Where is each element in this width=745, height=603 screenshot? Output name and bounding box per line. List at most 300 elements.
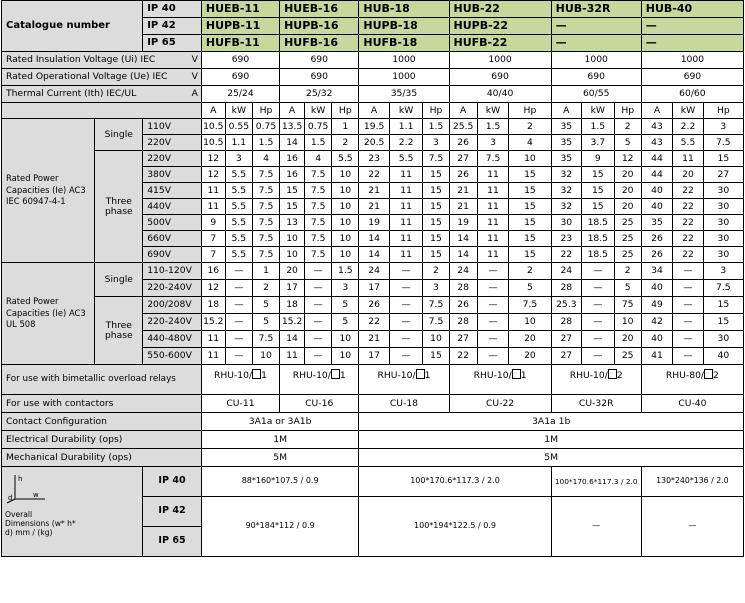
mechanical-value: 5M xyxy=(359,449,744,467)
value-cell: 15 xyxy=(703,314,743,331)
value-cell: — xyxy=(305,348,332,365)
value-cell: 10 xyxy=(332,199,359,215)
value-cell: 30 xyxy=(703,231,743,247)
value-cell: 1 xyxy=(252,263,279,280)
rating-value: 60/60 xyxy=(641,86,743,103)
overload-relay-value xyxy=(359,365,449,395)
table-row xyxy=(2,151,744,167)
unit-header: A xyxy=(641,103,673,119)
value-cell: 9 xyxy=(582,151,615,167)
value-cell: 7.5 xyxy=(703,135,743,151)
rating-value: 1000 xyxy=(359,69,449,86)
table-row xyxy=(2,103,744,119)
value-cell: 15 xyxy=(280,199,305,215)
value-cell: — xyxy=(225,297,252,314)
value-cell: 10 xyxy=(332,231,359,247)
dims-label-cell xyxy=(2,467,143,557)
value-cell: 7.5 xyxy=(423,297,449,314)
overload-relay-text: RHU-10/ xyxy=(569,370,608,381)
rating-unit: A xyxy=(191,88,198,100)
rating-value: 690 xyxy=(201,69,279,86)
dims-label: Overall Dimensions (w* h* d) mm / (kg) xyxy=(5,509,76,537)
iec-single-label: Single xyxy=(95,119,143,151)
value-cell: 15 xyxy=(509,183,551,199)
value-cell: 10 xyxy=(332,331,359,348)
value-cell: 11 xyxy=(280,348,305,365)
value-cell: — xyxy=(389,331,423,348)
model-cell: HUPB-22 xyxy=(449,18,551,35)
value-cell: 2.2 xyxy=(673,119,703,135)
value-cell: 30 xyxy=(703,331,743,348)
value-cell: 11 xyxy=(673,151,703,167)
value-cell: 15 xyxy=(423,215,449,231)
value-cell: 18 xyxy=(201,297,225,314)
value-cell: 3 xyxy=(423,135,449,151)
dims-ip40-label: IP 40 xyxy=(143,467,202,497)
value-cell: 20 xyxy=(614,167,641,183)
value-cell: 40 xyxy=(641,280,673,297)
value-cell: 15 xyxy=(582,199,615,215)
value-cell: 1.5 xyxy=(252,135,279,151)
catalogue-label: Catalogue number xyxy=(2,1,143,52)
value-cell: 13 xyxy=(280,215,305,231)
value-cell: 21 xyxy=(359,331,389,348)
value-cell: 21 xyxy=(359,199,389,215)
table-row xyxy=(2,86,744,103)
value-cell: 1.5 xyxy=(477,119,509,135)
value-cell: 25.3 xyxy=(551,297,581,314)
value-cell: 25 xyxy=(614,215,641,231)
value-cell: — xyxy=(582,280,615,297)
value-cell: 12 xyxy=(201,280,225,297)
overload-relay-suffix: 1 xyxy=(261,370,267,381)
value-cell: 18.5 xyxy=(582,247,615,263)
value-cell: 11 xyxy=(389,231,423,247)
model-cell: — xyxy=(551,18,641,35)
value-cell: 28 xyxy=(551,280,581,297)
unit-header: kW xyxy=(477,103,509,119)
value-cell: 22 xyxy=(673,183,703,199)
voltage-label: 660V xyxy=(143,231,202,247)
rating-label xyxy=(2,52,202,69)
value-cell: 1.5 xyxy=(582,119,615,135)
value-cell: 10 xyxy=(332,215,359,231)
value-cell: 15 xyxy=(509,215,551,231)
value-cell: 18.5 xyxy=(582,215,615,231)
diagram-h-label: h xyxy=(18,475,23,483)
value-cell: 19 xyxy=(449,215,477,231)
value-cell: 41 xyxy=(641,348,673,365)
dims-value: 130*240*136 / 2.0 xyxy=(641,467,743,497)
model-cell: HUPB-11 xyxy=(201,18,279,35)
value-cell: 25 xyxy=(614,247,641,263)
value-cell: 15 xyxy=(423,199,449,215)
value-cell: 2 xyxy=(252,280,279,297)
value-cell: 40 xyxy=(703,348,743,365)
contactor-value: CU-11 xyxy=(201,395,279,413)
value-cell: 12 xyxy=(201,167,225,183)
value-cell: 43 xyxy=(641,135,673,151)
value-cell: 15 xyxy=(509,167,551,183)
contactor-value: CU-40 xyxy=(641,395,743,413)
value-cell: 17 xyxy=(359,280,389,297)
value-cell: 34 xyxy=(641,263,673,280)
value-cell: — xyxy=(225,263,252,280)
value-cell: 1.5 xyxy=(305,135,332,151)
table-row xyxy=(2,449,744,467)
contactor-value: CU-32R xyxy=(551,395,641,413)
value-cell: 22 xyxy=(673,247,703,263)
value-cell: — xyxy=(673,348,703,365)
table-row xyxy=(2,297,744,314)
value-cell: 16 xyxy=(280,151,305,167)
voltage-label: 220V xyxy=(143,135,202,151)
overload-relay-value xyxy=(201,365,279,395)
unit-header: A xyxy=(449,103,477,119)
dims-ip42-label: IP 42 xyxy=(143,497,202,527)
value-cell: 5 xyxy=(614,280,641,297)
value-cell: 35 xyxy=(641,215,673,231)
voltage-label: 380V xyxy=(143,167,202,183)
value-cell: 5.5 xyxy=(225,167,252,183)
value-cell: 18 xyxy=(280,297,305,314)
value-cell: 40 xyxy=(641,183,673,199)
rating-label-text: Rated Operational Voltage (Ue) IEC xyxy=(6,71,168,83)
dims-value: 90*184*112 / 0.9 xyxy=(201,497,359,557)
value-cell: 12 xyxy=(614,151,641,167)
value-cell: 24 xyxy=(551,263,581,280)
value-cell: — xyxy=(225,348,252,365)
value-cell: — xyxy=(389,280,423,297)
table-row xyxy=(2,263,744,280)
value-cell: 1.5 xyxy=(332,263,359,280)
value-cell: 5.5 xyxy=(389,151,423,167)
value-cell: — xyxy=(225,314,252,331)
value-cell: 7.5 xyxy=(703,280,743,297)
value-cell: 3 xyxy=(225,151,252,167)
value-cell: 40 xyxy=(641,199,673,215)
rating-value: 40/40 xyxy=(449,86,551,103)
value-cell: 15.2 xyxy=(201,314,225,331)
unit-header-spacer xyxy=(2,103,202,119)
overload-relay-suffix: 2 xyxy=(713,370,719,381)
value-cell: 30 xyxy=(703,215,743,231)
rating-unit: V xyxy=(191,54,198,66)
value-cell: 7.5 xyxy=(252,183,279,199)
value-cell: 17 xyxy=(280,280,305,297)
mechanical-label: Mechanical Durability (ops) xyxy=(2,449,202,467)
voltage-label: 110-120V xyxy=(143,263,202,280)
value-cell: 23 xyxy=(551,231,581,247)
value-cell: 40 xyxy=(641,331,673,348)
value-cell: 15 xyxy=(582,167,615,183)
table-row xyxy=(2,69,744,86)
ul-three-phase-label: Three phase xyxy=(95,297,143,365)
unit-header: kW xyxy=(225,103,252,119)
value-cell: 27 xyxy=(449,151,477,167)
value-cell: 10 xyxy=(332,167,359,183)
value-cell: 22 xyxy=(673,199,703,215)
rating-value: 1000 xyxy=(359,52,449,69)
value-cell: 21 xyxy=(449,199,477,215)
value-cell: 11 xyxy=(201,331,225,348)
value-cell: 5.5 xyxy=(225,215,252,231)
value-cell: 22 xyxy=(449,348,477,365)
value-cell: 35 xyxy=(551,135,581,151)
unit-header: kW xyxy=(305,103,332,119)
value-cell: 25.5 xyxy=(449,119,477,135)
value-cell: 2 xyxy=(423,263,449,280)
value-cell: — xyxy=(225,280,252,297)
value-cell: 5.5 xyxy=(332,151,359,167)
value-cell: — xyxy=(305,331,332,348)
value-cell: 5 xyxy=(332,314,359,331)
value-cell: 14 xyxy=(449,231,477,247)
value-cell: — xyxy=(389,348,423,365)
model-cell: HUFB-18 xyxy=(359,35,449,52)
value-cell: 49 xyxy=(641,297,673,314)
value-cell: — xyxy=(582,297,615,314)
rating-value: 1000 xyxy=(449,52,551,69)
value-cell: 19.5 xyxy=(359,119,389,135)
rating-value: 690 xyxy=(449,69,551,86)
square-icon xyxy=(704,369,713,379)
value-cell: 22 xyxy=(359,167,389,183)
value-cell: — xyxy=(477,348,509,365)
value-cell: 17 xyxy=(359,348,389,365)
value-cell: 7.5 xyxy=(509,297,551,314)
value-cell: 25 xyxy=(614,231,641,247)
electrical-value: 1M xyxy=(201,431,359,449)
table-row xyxy=(2,431,744,449)
value-cell: 75 xyxy=(614,297,641,314)
value-cell: 32 xyxy=(551,199,581,215)
voltage-label: 440-480V xyxy=(143,331,202,348)
model-cell: HUB-22 xyxy=(449,1,551,18)
unit-header: Hp xyxy=(423,103,449,119)
rating-label xyxy=(2,86,202,103)
value-cell: 7.5 xyxy=(252,199,279,215)
value-cell: 10 xyxy=(614,314,641,331)
value-cell: 26 xyxy=(449,297,477,314)
value-cell: 11 xyxy=(477,215,509,231)
value-cell: 10 xyxy=(332,183,359,199)
value-cell: 15 xyxy=(582,183,615,199)
value-cell: 22 xyxy=(673,215,703,231)
value-cell: 1.1 xyxy=(225,135,252,151)
contact-config-value: 3A1a 1b xyxy=(359,413,744,431)
voltage-label: 220-240V xyxy=(143,314,202,331)
value-cell: 12 xyxy=(201,151,225,167)
rating-label-text: Rated Insulation Voltage (Ui) IEC xyxy=(6,54,156,66)
value-cell: 14 xyxy=(280,135,305,151)
value-cell: 11 xyxy=(477,183,509,199)
value-cell: 19 xyxy=(359,215,389,231)
rating-value: 690 xyxy=(551,69,641,86)
value-cell: — xyxy=(389,314,423,331)
value-cell: 11 xyxy=(389,215,423,231)
value-cell: 7.5 xyxy=(305,247,332,263)
value-cell: 24 xyxy=(359,263,389,280)
unit-header: A xyxy=(280,103,305,119)
value-cell: 2 xyxy=(614,263,641,280)
overload-relay-suffix: 2 xyxy=(616,370,623,381)
rating-unit: V xyxy=(191,71,198,83)
unit-header: Hp xyxy=(703,103,743,119)
value-cell: 27 xyxy=(703,167,743,183)
rating-value: 1000 xyxy=(641,52,743,69)
value-cell: 10 xyxy=(509,151,551,167)
value-cell: 35 xyxy=(551,119,581,135)
value-cell: 15 xyxy=(280,183,305,199)
voltage-label: 500V xyxy=(143,215,202,231)
unit-header: Hp xyxy=(332,103,359,119)
unit-header: A xyxy=(201,103,225,119)
unit-header: Hp xyxy=(509,103,551,119)
value-cell: 7 xyxy=(201,231,225,247)
contactor-value: CU-16 xyxy=(280,395,359,413)
overload-relay-value xyxy=(641,365,743,395)
overload-relay-suffix: 1 xyxy=(424,370,431,381)
value-cell: 4 xyxy=(509,135,551,151)
value-cell: 0.75 xyxy=(305,119,332,135)
ip40-label: IP 40 xyxy=(143,1,202,18)
value-cell: 28 xyxy=(449,314,477,331)
value-cell: 26 xyxy=(641,231,673,247)
value-cell: 44 xyxy=(641,151,673,167)
value-cell: 15 xyxy=(509,247,551,263)
model-cell: HUPB-18 xyxy=(359,18,449,35)
value-cell: 30 xyxy=(703,183,743,199)
value-cell: 0.55 xyxy=(225,119,252,135)
diagram-d-label: d xyxy=(8,494,13,502)
voltage-label: 220V xyxy=(143,151,202,167)
value-cell: 15 xyxy=(423,183,449,199)
ip65-label: IP 65 xyxy=(143,35,202,52)
overload-relay-suffix: 1 xyxy=(520,370,527,381)
spec-table xyxy=(1,0,744,557)
value-cell: 5 xyxy=(509,280,551,297)
model-cell: HUEB-11 xyxy=(201,1,279,18)
value-cell: 11 xyxy=(389,167,423,183)
value-cell: 11 xyxy=(477,231,509,247)
diagram-w-label: w xyxy=(33,491,39,499)
contact-config-value: 3A1a or 3A1b xyxy=(201,413,359,431)
value-cell: 11 xyxy=(389,247,423,263)
value-cell: — xyxy=(477,331,509,348)
dims-value: — xyxy=(551,497,641,557)
value-cell: 10.5 xyxy=(201,119,225,135)
value-cell: 1.1 xyxy=(389,119,423,135)
unit-header: kW xyxy=(389,103,423,119)
value-cell: 7.5 xyxy=(305,167,332,183)
value-cell: 11 xyxy=(201,183,225,199)
ul-single-label: Single xyxy=(95,263,143,297)
value-cell: 5 xyxy=(614,135,641,151)
value-cell: 10 xyxy=(280,247,305,263)
value-cell: 1.5 xyxy=(423,119,449,135)
value-cell: 3 xyxy=(477,135,509,151)
rating-value: 35/35 xyxy=(359,86,449,103)
value-cell: 7.5 xyxy=(423,151,449,167)
value-cell: 27 xyxy=(449,331,477,348)
value-cell: 22 xyxy=(359,314,389,331)
table-row xyxy=(2,467,744,497)
dims-ip65-label: IP 65 xyxy=(143,527,202,557)
overload-relay-text: RHU-80/ xyxy=(665,370,705,381)
value-cell: 7.5 xyxy=(477,151,509,167)
dims-value: — xyxy=(641,497,743,557)
value-cell: 2 xyxy=(509,263,551,280)
value-cell: 2 xyxy=(614,119,641,135)
electrical-value: 1M xyxy=(359,431,744,449)
model-cell: HUPB-16 xyxy=(280,18,359,35)
overload-relay-text: RHU-10/ xyxy=(377,370,416,381)
model-cell: — xyxy=(551,35,641,52)
value-cell: 26 xyxy=(641,247,673,263)
value-cell: 22 xyxy=(551,247,581,263)
table-row xyxy=(2,413,744,431)
value-cell: 18.5 xyxy=(582,231,615,247)
value-cell: 32 xyxy=(551,167,581,183)
ul-section-label: Rated Power Capacities (Ie) AC3 UL 508 xyxy=(2,263,95,365)
square-icon xyxy=(512,369,521,379)
value-cell: — xyxy=(582,263,615,280)
ip42-label: IP 42 xyxy=(143,18,202,35)
value-cell: 9 xyxy=(201,215,225,231)
value-cell: 13.5 xyxy=(280,119,305,135)
value-cell: 7.5 xyxy=(305,183,332,199)
dims-value: 88*160*107.5 / 0.9 xyxy=(201,467,359,497)
unit-header: A xyxy=(359,103,389,119)
contactor-value: CU-22 xyxy=(449,395,551,413)
value-cell: 10 xyxy=(252,348,279,365)
value-cell: — xyxy=(582,314,615,331)
value-cell: 20 xyxy=(614,199,641,215)
square-icon xyxy=(416,369,425,379)
overload-relay-value xyxy=(280,365,359,395)
overload-relay-value xyxy=(551,365,641,395)
dims-value: 100*170.6*117.3 / 2.0 xyxy=(359,467,551,497)
model-cell: — xyxy=(641,35,743,52)
value-cell: 0.75 xyxy=(252,119,279,135)
value-cell: 15 xyxy=(509,231,551,247)
value-cell: 7 xyxy=(201,247,225,263)
voltage-label: 440V xyxy=(143,199,202,215)
value-cell: — xyxy=(673,314,703,331)
rating-value: 25/32 xyxy=(280,86,359,103)
value-cell: — xyxy=(305,314,332,331)
value-cell: 3 xyxy=(332,280,359,297)
rating-value: 690 xyxy=(280,69,359,86)
value-cell: 7.5 xyxy=(252,231,279,247)
value-cell: 14 xyxy=(449,247,477,263)
model-cell: HUFB-11 xyxy=(201,35,279,52)
value-cell: — xyxy=(305,297,332,314)
value-cell: 30 xyxy=(551,215,581,231)
value-cell: 11 xyxy=(201,199,225,215)
value-cell: 7.5 xyxy=(252,215,279,231)
value-cell: 35 xyxy=(551,151,581,167)
model-cell: HUEB-16 xyxy=(280,1,359,18)
value-cell: 7.5 xyxy=(252,247,279,263)
square-icon xyxy=(252,369,261,379)
value-cell: 25 xyxy=(614,348,641,365)
voltage-label: 550-600V xyxy=(143,348,202,365)
value-cell: — xyxy=(305,263,332,280)
value-cell: 11 xyxy=(477,199,509,215)
value-cell: 23 xyxy=(359,151,389,167)
